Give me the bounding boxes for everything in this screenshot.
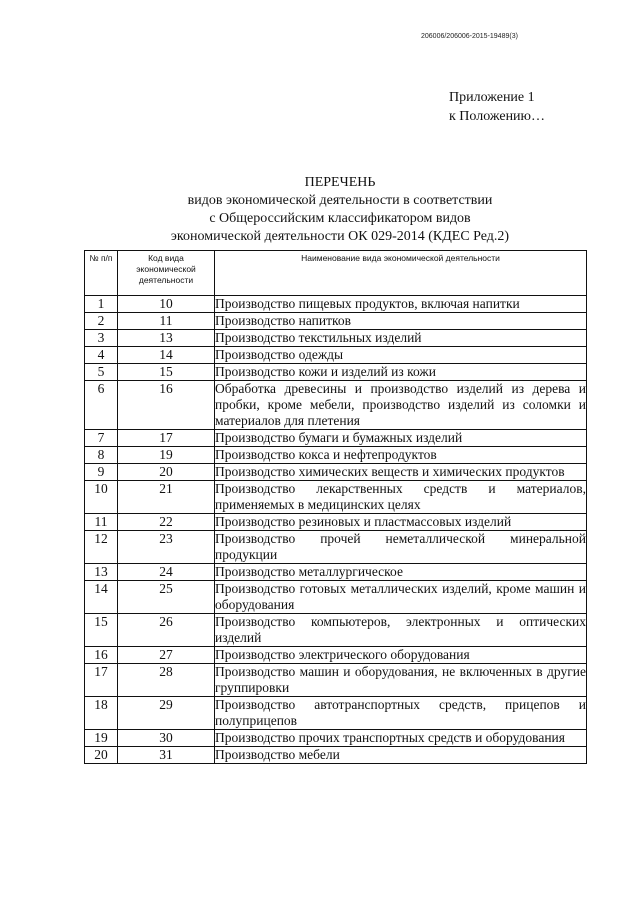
table-row <box>85 697 587 730</box>
activity-name: Производство кожи и изделий из кожи <box>215 364 587 381</box>
activity-name: Производство машин и оборудования, не включенных в другие группировки <box>215 664 586 695</box>
document-id: 206006/206006-2015-19489(3) <box>421 33 518 40</box>
table-row <box>85 664 587 697</box>
title-line-2: с Общероссийским классификатором видов <box>209 211 471 226</box>
activity-name: Производство резиновых и пластмассовых изделий <box>215 514 587 531</box>
activity-name: Производство компьютеров, электронных и оптических изделий <box>215 614 586 645</box>
header-num: № п/п <box>85 251 118 296</box>
row-number: 6 <box>85 381 118 430</box>
activity-name: Производство напитков <box>215 313 587 330</box>
table-row <box>85 481 587 514</box>
activity-code: 23 <box>118 531 215 564</box>
activity-name: Производство кокса и нефтепродуктов <box>215 447 587 464</box>
table-row <box>85 330 587 347</box>
activities-table <box>84 250 587 764</box>
activity-name: Производство мебели <box>215 747 587 764</box>
header-name: Наименование вида экономической деятельности <box>215 251 587 296</box>
activity-name: Производство текстильных изделий <box>215 330 587 347</box>
row-number: 18 <box>85 697 118 730</box>
table-row <box>85 730 587 747</box>
row-number: 13 <box>85 564 118 581</box>
activity-code: 15 <box>118 364 215 381</box>
activity-code: 19 <box>118 447 215 464</box>
row-number: 8 <box>85 447 118 464</box>
row-number: 4 <box>85 347 118 364</box>
row-number: 17 <box>85 664 118 697</box>
activity-code: 16 <box>118 381 215 430</box>
activity-code: 26 <box>118 614 215 647</box>
activity-name: Производство одежды <box>215 347 587 364</box>
table-row <box>85 464 587 481</box>
activity-name: Производство электрического оборудования <box>215 647 587 664</box>
activity-code: 24 <box>118 564 215 581</box>
row-number: 5 <box>85 364 118 381</box>
activity-code: 27 <box>118 647 215 664</box>
row-number: 10 <box>85 481 118 514</box>
table-row <box>85 514 587 531</box>
row-number: 19 <box>85 730 118 747</box>
row-number: 12 <box>85 531 118 564</box>
title-line-1: видов экономической деятельности в соответствии <box>187 193 493 208</box>
activity-code: 20 <box>118 464 215 481</box>
activity-code: 17 <box>118 430 215 447</box>
activity-code: 29 <box>118 697 215 730</box>
row-number: 3 <box>85 330 118 347</box>
activity-code: 11 <box>118 313 215 330</box>
appendix-reference <box>449 88 545 126</box>
table-row <box>85 381 587 430</box>
table-row <box>85 531 587 564</box>
appendix-line-2: к Положению… <box>449 109 546 124</box>
activity-name: Производство прочих транспортных средств и оборудования <box>215 730 587 747</box>
activity-name: Производство автотранспортных средств, прицепов и полуприцепов <box>215 697 586 728</box>
activity-code: 14 <box>118 347 215 364</box>
table-row <box>85 296 587 313</box>
table-row <box>85 347 587 364</box>
row-number: 7 <box>85 430 118 447</box>
table-row <box>85 313 587 330</box>
row-number: 11 <box>85 514 118 531</box>
row-number: 16 <box>85 647 118 664</box>
activity-name: Производство готовых металлических изделий, кроме машин и оборудования <box>215 581 586 612</box>
activity-code: 28 <box>118 664 215 697</box>
row-number: 14 <box>85 581 118 614</box>
table-row <box>85 364 587 381</box>
activity-code: 25 <box>118 581 215 614</box>
table-row <box>85 647 587 664</box>
activity-code: 31 <box>118 747 215 764</box>
table-row <box>85 747 587 764</box>
activity-code: 10 <box>118 296 215 313</box>
title-heading: ПЕРЕЧЕНЬ <box>304 175 376 190</box>
table-header-row <box>85 251 587 296</box>
activity-code: 21 <box>118 481 215 514</box>
row-number: 20 <box>85 747 118 764</box>
table-row <box>85 614 587 647</box>
table-row <box>85 564 587 581</box>
table-row <box>85 430 587 447</box>
row-number: 15 <box>85 614 118 647</box>
row-number: 9 <box>85 464 118 481</box>
activity-name: Обработка древесины и производство изделий из дерева и пробки, кроме мебели, производство изделий из соломки и материалов для плетения <box>215 381 586 428</box>
table-row <box>85 581 587 614</box>
activity-name: Производство лекарственных средств и материалов, применяемых в медицинских целях <box>215 481 586 512</box>
activity-code: 22 <box>118 514 215 531</box>
activity-code: 30 <box>118 730 215 747</box>
header-code: Код вида экономической деятельности <box>118 251 215 296</box>
activity-code: 13 <box>118 330 215 347</box>
activity-name: Производство бумаги и бумажных изделий <box>215 430 587 447</box>
row-number: 1 <box>85 296 118 313</box>
table-body <box>85 296 587 764</box>
row-number: 2 <box>85 313 118 330</box>
document-title <box>140 174 540 246</box>
table-row <box>85 447 587 464</box>
appendix-line-1: Приложение 1 <box>449 90 535 105</box>
activity-name: Производство металлургическое <box>215 564 587 581</box>
activity-name: Производство прочей неметаллической минеральной продукции <box>215 531 586 562</box>
activity-name: Производство химических веществ и химических продуктов <box>215 464 587 481</box>
activity-name: Производство пищевых продуктов, включая напитки <box>215 296 587 313</box>
title-line-3: экономической деятельности ОК 029-2014 (КДЕС Ред.2) <box>170 229 510 244</box>
